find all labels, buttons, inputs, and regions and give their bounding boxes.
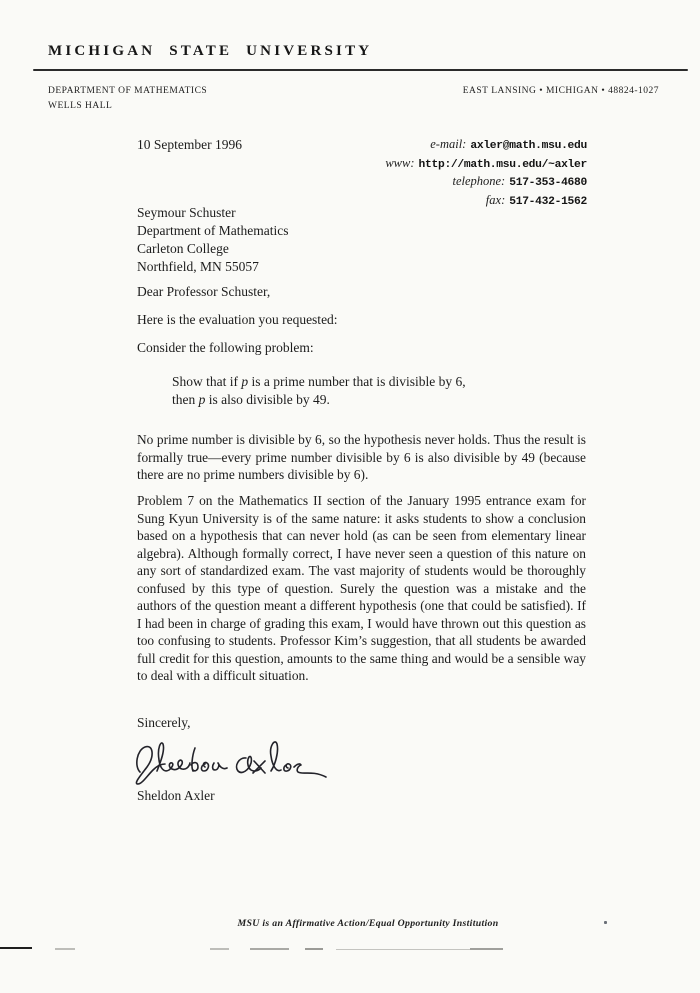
scan-artifact bbox=[0, 947, 32, 949]
math-variable-p: p bbox=[198, 392, 206, 407]
letterhead-location: EAST LANSING • MICHIGAN • 48824-1027 bbox=[462, 86, 659, 96]
letterhead-rule bbox=[33, 69, 688, 71]
recipient-institution: Carleton College bbox=[137, 241, 229, 256]
salutation: Dear Professor Schuster, bbox=[137, 284, 271, 299]
telephone-value: 517-353-4680 bbox=[509, 177, 587, 190]
email-value: axler@math.msu.edu bbox=[470, 140, 587, 152]
problem-line-2: then p is also divisible by 49. bbox=[172, 392, 330, 407]
recipient-city: Northfield, MN 55057 bbox=[137, 259, 259, 274]
scan-artifact bbox=[470, 948, 503, 950]
scan-artifact bbox=[55, 948, 75, 950]
math-variable-p: p bbox=[241, 374, 249, 389]
fax-label: fax: bbox=[485, 192, 506, 207]
building-name: WELLS HALL bbox=[48, 101, 113, 111]
scan-artifact bbox=[210, 948, 229, 950]
www-value: http://math.msu.edu/~axler bbox=[418, 158, 587, 171]
contact-line-www bbox=[385, 155, 587, 174]
paragraph-discussion: Problem 7 on the Mathematics II section of the January 1995 entrance exam for Sung Kyun University is of the same nature: it asks students to show a conclusion based on a hypothesis that can never hold (as can be seen from elementary linear algebra). Although formally correct, I have never seen a question of this nature on any sort of standardized exam. The vast majority of students would be thoroughly confused by this type of question. Surely the question was a mistake and the authors of the question meant a different hypothesis (one that could be satisfied). If I had been in charge of grading this exam, I would have thrown out this question as too confusing to students. Professor Kim’s suggestion, that all students be awarded full credit for this question, amounts to the same thing and would be a sensible way to deal with a difficult situation. bbox=[137, 493, 586, 683]
www-label: www: bbox=[385, 155, 415, 170]
scan-artifact bbox=[336, 949, 471, 950]
contact-line-telephone bbox=[385, 173, 587, 192]
contact-block bbox=[385, 136, 587, 210]
problem-line-1: Show that if p is a prime number that is divisible by 6, bbox=[172, 374, 466, 389]
department-name: DEPARTMENT OF MATHEMATICS bbox=[48, 86, 208, 96]
recipient-name: Seymour Schuster bbox=[137, 205, 236, 220]
recipient-department: Department of Mathematics bbox=[137, 223, 289, 238]
university-wordmark: MICHIGAN STATE UNIVERSITY bbox=[48, 43, 373, 59]
email-label: e-mail: bbox=[430, 137, 467, 151]
quoted-problem bbox=[172, 373, 466, 409]
scan-artifact bbox=[250, 948, 289, 950]
letter-date: 10 September 1996 bbox=[137, 137, 242, 152]
paragraph-evaluation: No prime number is divisible by 6, so the hypothesis never holds. Thus the result is formally true—every prime number divisible by 6 is also divisible by 49 (because there are no prime numbers divisible by 6). bbox=[137, 432, 586, 482]
footer-slogan: MSU is an Affirmative Action/Equal Opportunity Institution bbox=[237, 918, 499, 929]
intro-line-1: Here is the evaluation you requested: bbox=[137, 312, 338, 327]
telephone-label: telephone: bbox=[452, 174, 506, 189]
contact-line-email bbox=[385, 136, 587, 155]
intro-line-2: Consider the following problem: bbox=[137, 340, 314, 355]
closing: Sincerely, bbox=[137, 715, 191, 730]
scan-speck bbox=[604, 921, 607, 924]
typed-signer-name: Sheldon Axler bbox=[137, 788, 215, 803]
fax-value: 517-432-1562 bbox=[509, 195, 587, 208]
recipient-address bbox=[137, 204, 288, 276]
contact-line-fax bbox=[385, 192, 587, 211]
department-address bbox=[48, 84, 207, 114]
signature-svg bbox=[130, 736, 328, 792]
scan-artifact bbox=[305, 948, 323, 950]
